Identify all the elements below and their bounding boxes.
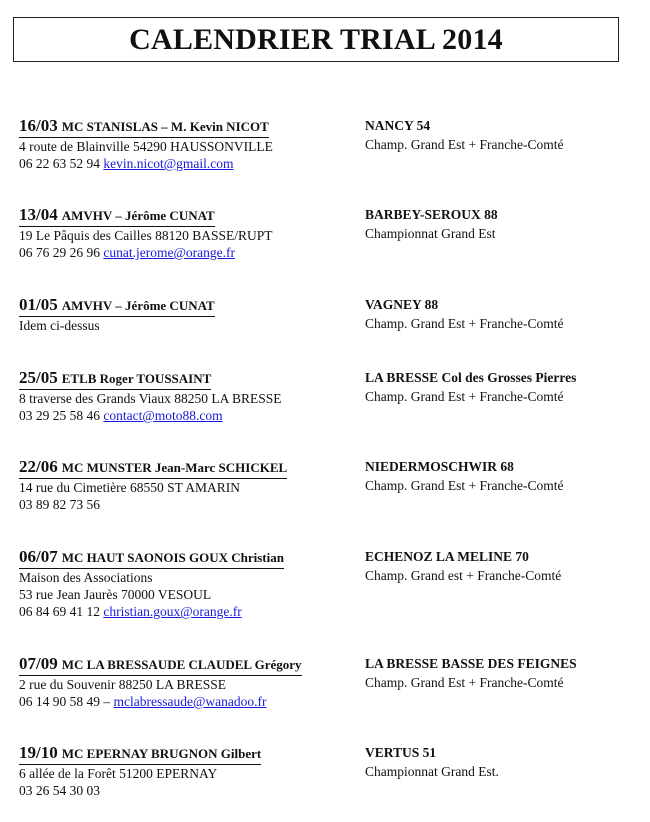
event-championship: Champ. Grand Est + Franche-Comté — [365, 137, 564, 152]
event-date: 19/10 — [19, 743, 58, 762]
event-header — [19, 295, 215, 317]
event-venue — [365, 205, 645, 242]
event-location: ECHENOZ LA MELINE 70 — [365, 549, 529, 564]
event-details — [19, 457, 359, 513]
event-date: 16/03 — [19, 116, 58, 135]
event-email-link[interactable]: kevin.nicot@gmail.com — [103, 156, 234, 171]
event-header — [19, 368, 211, 390]
event-championship: Champ. Grand Est + Franche-Comté — [365, 675, 564, 690]
event-address: 8 traverse des Grands Viaux 88250 LA BRESSE — [19, 391, 282, 406]
event-championship: Champ. Grand est + Franche-Comté — [365, 568, 562, 583]
event-email-link[interactable]: mclabressaude@wanadoo.fr — [113, 694, 267, 709]
event-phone: 03 26 54 30 03 — [19, 783, 100, 798]
event-venue — [365, 547, 645, 584]
event-date: 22/06 — [19, 457, 58, 476]
event-email-link[interactable]: christian.goux@orange.fr — [103, 604, 242, 619]
event-championship: Champ. Grand Est + Franche-Comté — [365, 478, 564, 493]
event-header — [19, 457, 287, 479]
event-details — [19, 547, 359, 620]
event-address: 19 Le Pâquis des Cailles 88120 BASSE/RUPT — [19, 228, 273, 243]
event-club: MC MUNSTER Jean-Marc SCHICKEL — [61, 460, 288, 475]
event-address: Idem ci-dessus — [19, 318, 100, 333]
event-phone: 06 84 69 41 12 — [19, 604, 104, 619]
event-venue — [365, 654, 645, 691]
event-location: LA BRESSE Col des Grosses Pierres — [365, 370, 577, 385]
event-date: 07/09 — [19, 654, 58, 673]
event-details — [19, 295, 359, 334]
event-championship: Championnat Grand Est — [365, 226, 496, 241]
event-location: VAGNEY 88 — [365, 297, 439, 312]
event-header — [19, 547, 284, 569]
event-contact — [19, 244, 359, 261]
event-address: 53 rue Jean Jaurès 70000 VESOUL — [19, 587, 212, 602]
event-address: 14 rue du Cimetière 68550 ST AMARIN — [19, 480, 240, 495]
event-address: 2 rue du Souvenir 88250 LA BRESSE — [19, 677, 227, 692]
event-club: MC HAUT SAONOIS GOUX Christian — [61, 550, 284, 565]
event-contact — [19, 407, 359, 424]
event-club: ETLB Roger TOUSSAINT — [61, 371, 212, 386]
event-venue — [365, 368, 645, 405]
event-club: AMVHV – Jérôme CUNAT — [61, 208, 215, 223]
event-phone: 03 29 25 58 46 — [19, 408, 104, 423]
event-club: AMVHV – Jérôme CUNAT — [61, 298, 215, 313]
event-venue — [365, 457, 645, 494]
event-details — [19, 743, 359, 799]
event-details — [19, 116, 359, 172]
event-address: 6 allée de la Forêt 51200 EPERNAY — [19, 766, 218, 781]
event-location: BARBEY-SEROUX 88 — [365, 207, 498, 222]
event-venue — [365, 295, 645, 332]
event-phone: 06 22 63 52 94 — [19, 156, 104, 171]
event-phone: 06 76 29 26 96 — [19, 245, 104, 260]
event-date: 13/04 — [19, 205, 58, 224]
event-championship: Champ. Grand Est + Franche-Comté — [365, 316, 564, 331]
event-contact — [19, 693, 359, 710]
event-address: 4 route de Blainville 54290 HAUSSONVILLE — [19, 139, 273, 154]
event-venue — [365, 743, 645, 780]
title-box — [13, 17, 619, 62]
event-details — [19, 654, 359, 710]
event-championship: Championnat Grand Est. — [365, 764, 499, 779]
event-phone: 03 89 82 73 56 — [19, 497, 100, 512]
event-date: 06/07 — [19, 547, 58, 566]
event-club: MC LA BRESSAUDE CLAUDEL Grégory — [61, 657, 302, 672]
event-location: NANCY 54 — [365, 118, 431, 133]
event-email-link[interactable]: cunat.jerome@orange.fr — [103, 245, 235, 260]
event-email-link[interactable]: contact@moto88.com — [103, 408, 223, 423]
event-location: NIEDERMOSCHWIR 68 — [365, 459, 514, 474]
event-club: MC EPERNAY BRUGNON Gilbert — [61, 746, 262, 761]
event-details — [19, 368, 359, 424]
event-phone: 06 14 90 58 49 – — [19, 694, 114, 709]
event-venue — [365, 116, 645, 153]
event-header — [19, 205, 215, 227]
event-date: 25/05 — [19, 368, 58, 387]
event-contact — [19, 603, 359, 620]
event-header — [19, 654, 302, 676]
page-title: CALENDRIER TRIAL 2014 — [129, 22, 503, 56]
event-date: 01/05 — [19, 295, 58, 314]
event-club: MC STANISLAS – M. Kevin NICOT — [61, 119, 269, 134]
event-location: LA BRESSE BASSE DES FEIGNES — [365, 656, 577, 671]
event-header — [19, 743, 261, 765]
event-location: VERTUS 51 — [365, 745, 437, 760]
event-header — [19, 116, 269, 138]
event-championship: Champ. Grand Est + Franche-Comté — [365, 389, 564, 404]
event-address: Maison des Associations — [19, 570, 153, 585]
event-contact — [19, 155, 359, 172]
event-details — [19, 205, 359, 261]
